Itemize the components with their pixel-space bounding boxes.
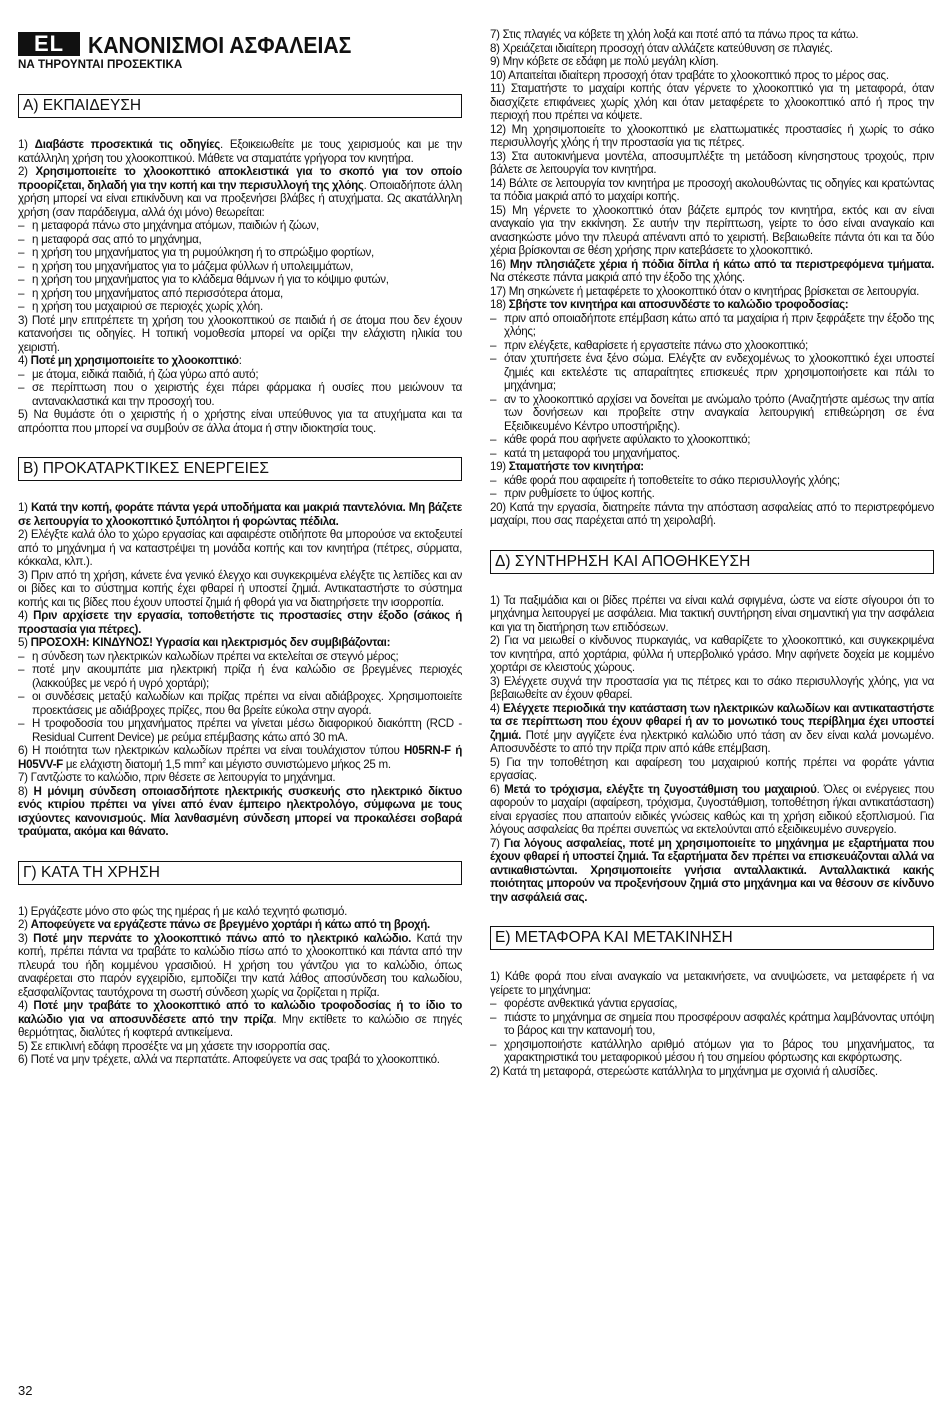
page-subtitle: ΝΑ ΤΗΡΟΥΝΤΑΙ ΠΡΟΣΕΚΤΙΚΑ xyxy=(18,58,183,71)
section-during-use-continued xyxy=(490,28,934,528)
page-header xyxy=(18,28,462,94)
section-preliminary xyxy=(18,457,462,839)
paragraph: 7) Για λόγους ασφαλείας, ποτέ μη χρησιμοποιείτε το μηχάνημα με εξαρτήματα που έχουν φθαρεί ή υποστεί ζημιά. Τα εξαρτήματα δεν πρέπει να επισκευάζονται αλλά να αντικαθιστώνται. Χρησιμοποιείτε γνήσια ανταλλακτικά. Ανταλλακτικά κακής ποιότητας μπορούν να προξενήσουν ζημιά στο μηχάνημα και να θέσουν σε κίνδυνο την ασφάλειά σας. xyxy=(490,836,935,904)
list-item: – η μεταφορά πάνω στο μηχάνημα ατόμων, παιδιών ή ζώων, xyxy=(18,219,462,233)
paragraph: 1) Κάθε φορά που είναι αναγκαίο να μετακινήσετε, να ανυψώσετε, να μεταφέρετε ή να γείρετε το μηχάνημα: xyxy=(490,970,934,997)
paragraph: 13) Στα αυτοκινήμενα μοντέλα, αποσυμπλέξτε τη μετάδοση κίνησηστους τροχούς, πριν βάλετε σε λειτουργία τον κινητήρα. xyxy=(490,149,934,176)
paragraph: 20) Κατά την εργασία, διατηρείτε πάντα την απόσταση ασφαλείας από το περιστρεφόμενο μαχαίρι, που σας παρέχεται από τη χειρολαβή. xyxy=(490,500,934,527)
paragraph: 3) Πριν από τη χρήση, κάνετε ένα γενικό έλεγχο και συγκεκριμένα ελέγξτε τις λεπίδες και αν οι βίδες και το σύστημα κοπής έχει φθαρεί ή υποστεί ζημιά. Αντικαταστήστε το σύστημα κοπής και τις βίδες που έχουν υποστεί ζημιά ή φθορά για να διατηρήσετε την ισορροπία. xyxy=(18,568,462,609)
paragraph: 1) Τα παξιμάδια και οι βίδες πρέπει να είναι καλά σφιγμένα, ώστε να είστε σίγουροι ότι το μηχάνημα λειτουργεί με ασφάλεια. Μια τακτική συντήρηση είναι σημαντική για την ασφάλεια και για τη διατήρηση των επιδόσεων. xyxy=(490,593,934,634)
list-item: – αν το χλοοκοπτικό αρχίσει να δονείται με ανώμαλο τρόπο (Αναζητήστε αμέσως την αιτία των δονήσεων και προβείτε στην αναγκαία λειτουργική επιθεώρηση σε ένα Εξειδικευμένο Κέντρο υποστήριξης). xyxy=(490,393,934,434)
section-transport xyxy=(490,926,934,1078)
paragraph: 7) Στις πλαγιές να κόβετε τη χλόη λοξά και ποτέ από τα πάνω προς τα κάτω. xyxy=(490,28,859,41)
section-heading: Β) ΠΡΟΚΑΤΑΡΚΤΙΚΕΣ ΕΝΕΡΓΕΙΕΣ xyxy=(18,457,462,481)
paragraph: 8) Η μόνιμη σύνδεση οποιασδήποτε ηλεκτρικής συσκευής στο ηλεκτρικό δίκτυο ενός κτιρίου πρέπει να γίνει από έναν έμπειρο ηλεκτρολόγο, σύμφωνα με τους ισχύοντες κανονισμούς. Μία λανθασμένη σύνδεση μπορεί να προκαλέσει σοβαρά τραύματα, ακόμα και θάνατο. xyxy=(18,784,462,838)
paragraph: 11) Σταματήστε το μαχαίρι κοπής όταν γέρνετε το χλοοκοπτικό για τη μεταφορά, όταν διασχίζετε επιφάνειες χωρίς χλόη και όταν μεταφέρετε το χλοοκοπτικό από ή προς την περιοχή που πρέπει να κόψετε. xyxy=(490,82,934,122)
list-item: – σε περίπτωση που ο χειριστής έχει πάρει φάρμακα ή ουσίες που μειώνουν τα αντανακλαστικά και την προσοχή του. xyxy=(18,381,462,408)
section-heading: Α) ΕΚΠΑΙΔΕΥΣΗ xyxy=(18,94,462,118)
list-item: – η σύνδεση των ηλεκτρικών καλωδίων πρέπει να εκτελείται σε στεγνό μέρος; xyxy=(18,650,462,664)
list-item: – η χρήση του μηχανήματος για το κλάδεμα θάμνων ή για το κόψιμο φυτών, xyxy=(18,273,462,287)
list-item: – χρησιμοποιήστε κατάλληλο αριθμό ατόμων για το βάρος του μηχανήματος, τα χαρακτηριστικά του μεταφορικού μέσου ή του σημείου φόρτωσης και εκφόρτωσης. xyxy=(490,1038,934,1065)
paragraph: 2) Χρησιμοποιείτε το χλοοκοπτικό αποκλειστικά για το σκοπό για τον οποίο προορίζεται, δηλαδή για την κοπή και την περισυλλογή της χλόης. Οποιαδήποτε άλλη χρήση μπορεί να είναι επικίνδυνη και να προξενήσει βλάβες ή ατυχήματα. Ως ακατάλληλη χρήση (σαν παράδειγμα, αλλά όχι μόνο) θεωρείται: xyxy=(18,165,463,219)
paragraph: 2) Αποφεύγετε να εργάζεστε πάνω σε βρεγμένο χορτάρι ή κάτω από τη βροχή. xyxy=(18,918,430,931)
list-item: – κάθε φορά που αφαιρείτε ή τοποθετείτε το σάκο περισυλλογής χλόης; xyxy=(490,474,934,488)
page-title: ΚΑΝΟΝΙΣΜΟΙ ΑΣΦΑΛΕΙΑΣ xyxy=(88,32,352,58)
paragraph: 14) Βάλτε σε λειτουργία τον κινητήρα με προσοχή ακολουθώντας τις οδηγίες και κρατώντας τα πόδια μακριά από το μαχαίρι κοπής. xyxy=(490,176,934,203)
paragraph: 10) Απαιτείται ιδιαίτερη προσοχή όταν τραβάτε το χλοοκοπτικό προς το μέρος σας. xyxy=(490,68,889,82)
paragraph: 16) Μην πλησιάζετε χέρια ή πόδια δίπλα ή κάτω από τα περιστρεφόμενα τμήματα. Να στέκεστε πάντα μακριά από την έξοδο της χλόης. xyxy=(490,257,935,284)
paragraph: 5) ΠΡΟΣΟΧΗ: ΚΙΝΔΥΝΟΣ! Υγρασία και ηλεκτρισμός δεν συμβιβάζονται: xyxy=(18,636,391,649)
paragraph: 5) Σε επικλινή εδάφη προσέξτε να μη χάσετε την ισορροπία σας. xyxy=(18,1039,330,1053)
paragraph: 6) Η ποιότητα των ηλεκτρικών καλωδίων πρέπει να είναι τουλάχιστον τύπου H05RN-F ή H05VV-F με ελάχιστη διατομή 1,5 $mm^2$ και μέγιστο συνιστώμενο μήκος 25 m. xyxy=(18,744,462,771)
paragraph: 7) Γαντζώστε το καλώδιο, πριν θέσετε σε λειτουργία το μηχάνημα. xyxy=(18,771,336,784)
paragraph: 1) Διαβάστε προσεκτικά τις οδηγίες. Εξοικειωθείτε με τους χειρισμούς και με την κατάλληλη χρήση του χλοοκοπτικού. Μάθετε να σταματάτε γρήγορα τον κινητήρα. xyxy=(18,138,463,165)
list-item: – κατά τη μεταφορά του μηχανήματος. xyxy=(490,447,934,461)
list-item: – η χρήση του μηχανήματος από περισσότερα άτομα, xyxy=(18,287,462,301)
paragraph: 4) Ελέγχετε περιοδικά την κατάσταση των ηλεκτρικών καλωδίων και αντικαταστήστε τα σε περίπτωση που έχουν φθαρεί ή αν το μονωτικό τους περίβλημα έχει υποστεί ζημιά. Ποτέ μην αγγίζετε ένα ηλεκτρικό καλώδιο υπό τάση αν δεν είναι καλά μονωμένο. Αποσυνδέστε το από την πρίζα πριν από κάθε επέμβαση. xyxy=(490,701,934,755)
section-heading: Γ) ΚΑΤΑ ΤΗ ΧΡΗΣΗ xyxy=(18,861,462,885)
paragraph: 19) Σταματήστε τον κινητήρα: xyxy=(490,460,644,473)
list-item: – πριν ελέγξετε, καθαρίσετε ή εργαστείτε πάνω στο χλοοκοπτικό; xyxy=(490,339,934,353)
list-item: – πριν ρυθμίσετε το ύψος κοπής. xyxy=(490,487,934,501)
list-item: – φορέστε ανθεκτικά γάντια εργασίας, xyxy=(490,997,934,1011)
paragraph: 1) Εργάζεστε μόνο στο φώς της ημέρας ή με καλό τεχνητό φωτισμό. xyxy=(18,904,348,918)
list-item: – κάθε φορά που αφήνετε αφύλακτο το χλοοκοπτικό; xyxy=(490,433,934,447)
list-item: – Η τροφοδοσία του μηχανήματος πρέπει να γίνεται μέσω διαφορικού διακόπτη (RCD - Residual Current Device) με ρεύμα επέμβασης κάτω από 30 mA. xyxy=(18,717,462,744)
list-item: – με άτομα, ειδικά παιδιά, ή ζώα γύρω από αυτό; xyxy=(18,368,462,382)
section-maintenance xyxy=(490,550,934,905)
paragraph: 4) Ποτέ μην τραβάτε το χλοοκοπτικό από το καλώδιο τροφοδοσίας ή το ίδιο το καλώδιο για να αποσυνδέσετε από την πρίζα. Μην εκτίθετε το καλώδιο σε πηγές θερμότητας, διαλύτες ή κοφτερά αντικείμενα. xyxy=(18,999,463,1039)
paragraph: 6) Μετά το τρόχισμα, ελέγξτε τη ζυγοστάθμιση του μαχαιριού. Όλες οι ενέργειες που αφορούν το μαχαίρι (αφαίρεση, τρόχισμα, ζυγοστάθμιση, τοποθέτηση ή/και αντικατάσταση) είναι εργασίες που απαιτούν ειδικές γνώσεις καθώς και τη χρήση ειδικού εξοπλισμού. Για λόγους ασφαλείας θα πρέπει συνεπώς να εκτελούνται από εξειδικευμένο συνεργείο. xyxy=(490,782,934,836)
paragraph: 2) Ελέγξτε καλά όλο το χώρο εργασίας και αφαιρέστε οτιδήποτε θα μπορούσε να εκτοξευτεί από το μηχάνημα ή να καταστρέψει τη μονάδα κοπής και τον κινητήρα (πέτρες, σύρματα, κόκκαλα, κλπ.). xyxy=(18,528,462,568)
paragraph: 17) Μη σηκώνετε ή μεταφέρετε το χλοοκοπτικό όταν ο κινητήρας βρίσκεται σε λειτουργία. xyxy=(490,284,920,298)
paragraph: 1) Κατά την κοπή, φοράτε πάντα γερά υποδήματα και μακριά παντελόνια. Μη βάζετε σε λειτουργία το χλοοκοπτικό ξυπόλητοι ή φορώντας πέδιλα. xyxy=(18,501,463,528)
paragraph: 8) Χρειάζεται ιδιαίτερη προσοχή όταν αλλάζετε κατεύθυνση σε πλαγιές. xyxy=(490,41,833,55)
paragraph: 9) Μην κόβετε σε εδάφη με πολύ μεγάλη κλίση. xyxy=(490,55,719,68)
page-number: 32 xyxy=(18,1383,33,1398)
section-heading: Δ) ΣΥΝΤΗΡΗΣΗ ΚΑΙ ΑΠΟΘΗΚΕΥΣΗ xyxy=(490,550,934,574)
paragraph: 2) Κατά τη μεταφορά, στερεώστε κατάλληλα το μηχάνημα με σχοινιά ή αλυσίδες. xyxy=(490,1064,878,1078)
section-heading: Ε) ΜΕΤΑΦΟΡΑ ΚΑΙ ΜΕΤΑΚΙΝΗΣΗ xyxy=(490,926,934,950)
list-item: – όταν χτυπήσετε ένα ξένο σώμα. Ελέγξτε αν ενδεχομένως το χλοοκοπτικό έχει υποστεί ζημιές και εκτελέστε τις απαραίτητες επισκευές πριν χρησιμοποιήσετε και πάλι το μηχάνημα; xyxy=(490,352,934,393)
list-item: – ποτέ μην ακουμπάτε μια ηλεκτρική πρίζα ή ένα καλώδιο σε βρεγμένες περιοχές (λακκούβες με νερό ή υγρό χορτάρι); xyxy=(18,663,462,690)
paragraph: 5) Για την τοποθέτηση και αφαίρεση του μαχαιριού κοπής πρέπει να φοράτε γάντια εργασίας. xyxy=(490,755,934,782)
list-item: – η χρήση του μαχαιριού σε περιοχές χωρίς χλόη. xyxy=(18,300,462,314)
right-column xyxy=(490,28,934,1100)
list-item: – η χρήση του μηχανήματος για τη ρυμούλκηση ή το σπρώξιμο φορτίων, xyxy=(18,246,462,260)
paragraph: 15) Μη γέρνετε το χλοοκοπτικό όταν βάζετε εμπρός τον κινητήρα, εκτός και αν είναι αναγκαίο για την εκκίνηση. Σε αυτήν την περίπτωση, γείρτε το όσο είναι αναγκαίο και ανασηκώστε μόνο την πλευρά απέναντι από το χειριστή. Βεβαιωθείτε πάντα ότι και τα δύο χέρια βρίσκονται σε θέση χρήσης πριν κατεβάσετε το χλοοκοπτικό. xyxy=(490,203,934,257)
language-badge: EL xyxy=(18,32,80,56)
paragraph: 3) Ελέγχετε συχνά την προστασία για τις πέτρες και το σάκο περισυλλογής χλόης, για να βεβαιωθείτε αν έχουν φθαρεί. xyxy=(490,674,934,701)
section-training xyxy=(18,94,462,435)
left-column xyxy=(18,28,462,1089)
list-item: – οι συνδέσεις μεταξύ καλωδίων και πρίζας πρέπει να είναι αδιάβροχες. Χρησιμοποιείτε προεκτάσεις με αδιάβροχες πρίζες, που θα βρείτε εύκολα στην αγορά. xyxy=(18,690,462,717)
paragraph: 4) Πριν αρχίσετε την εργασία, τοποθετήστε τις προστασίες στην έξοδο (σάκος ή προστασία για πέτρες). xyxy=(18,609,463,636)
paragraph: 5) Να θυμάστε ότι ο χειριστής ή ο χρήστης είναι υπεύθυνος για τα ατυχήματα και τα απρόοπτα που μπορεί να συμβούν σε άλλα άτομα ή στην ιδιοκτησία τους. xyxy=(18,408,462,435)
paragraph: 2) Για να μειωθεί ο κίνδυνος πυρκαγιάς, να καθαρίζετε το χλοοκοπτικό, και συγκεκριμένα τον κινητήρα, από χορτάρια, φύλλα ή υπερβολικό γράσο. Μην αφήνετε δοχεία με κομμένο χορτάρι σε κλειστούς χώρους. xyxy=(490,634,934,674)
list-item: – πιάστε το μηχάνημα σε σημεία που προσφέρουν ασφαλές κράτημα λαμβάνοντας υπόψη το βάρος και την κατανομή του, xyxy=(490,1011,934,1038)
paragraph: 3) Ποτέ μην περνάτε το χλοοκοπτικό πάνω από το ηλεκτρικό καλώδιο. Κατά την κοπή, πρέπει πάντα να τραβάτε το καλώδιο πίσω από το χλοοκοπτικό και πάντα από την πλευρά του ήδη κομμένου γρασιδιού. Η χρήση του γάντζου για το καλώδιο, όπως αναφέρεται στο παρόν εγχειρίδιο, εμποδίζει την κατά λάθος αποσύνδεση του καλωδίου, εξασφαλίζοντας ταυτόχρονα τη σωστή σύνδεση χωρίς να ζορίζεται η πρίζα. xyxy=(18,931,463,999)
paragraph: 4) Ποτέ μη χρησιμοποιείτε το χλοοκοπτικό: xyxy=(18,354,242,367)
list-item: – πριν από οποιαδήποτε επέμβαση κάτω από τα μαχαίρια ή πριν ξεφράξετε την έξοδο της χλόης; xyxy=(490,312,934,339)
list-item: – η χρήση του μηχανήματος για το μάζεμα φύλλων ή υπολειμμάτων, xyxy=(18,260,462,274)
list-item: – η μεταφορά σας από το μηχάνημα, xyxy=(18,233,462,247)
paragraph: 6) Ποτέ να μην τρέχετε, αλλά να περπατάτε. Αποφεύγετε να σας τραβά το χλοοκοπτικό. xyxy=(18,1053,440,1066)
paragraph: 3) Ποτέ μην επιτρέπετε τη χρήση του χλοοκοπτικού σε παιδιά ή σε άτομα που δεν έχουν κατανοήσει τις οδηγίες. Η τοπική νομοθεσία μπορεί να ορίζει την ελάχιστη ηλικία του χειριστή. xyxy=(18,313,462,354)
section-during-use xyxy=(18,861,462,1067)
paragraph: 18) Σβήστε τον κινητήρα και αποσυνδέστε το καλώδιο τροφοδοσίας: xyxy=(490,298,849,311)
paragraph: 12) Μη χρησιμοποιείτε το χλοοκοπτικό με ελαττωματικές προστασίες ή χωρίς το σάκο περισυλλογής χλόης ή την προστασία για τις πέτρες. xyxy=(490,122,934,149)
